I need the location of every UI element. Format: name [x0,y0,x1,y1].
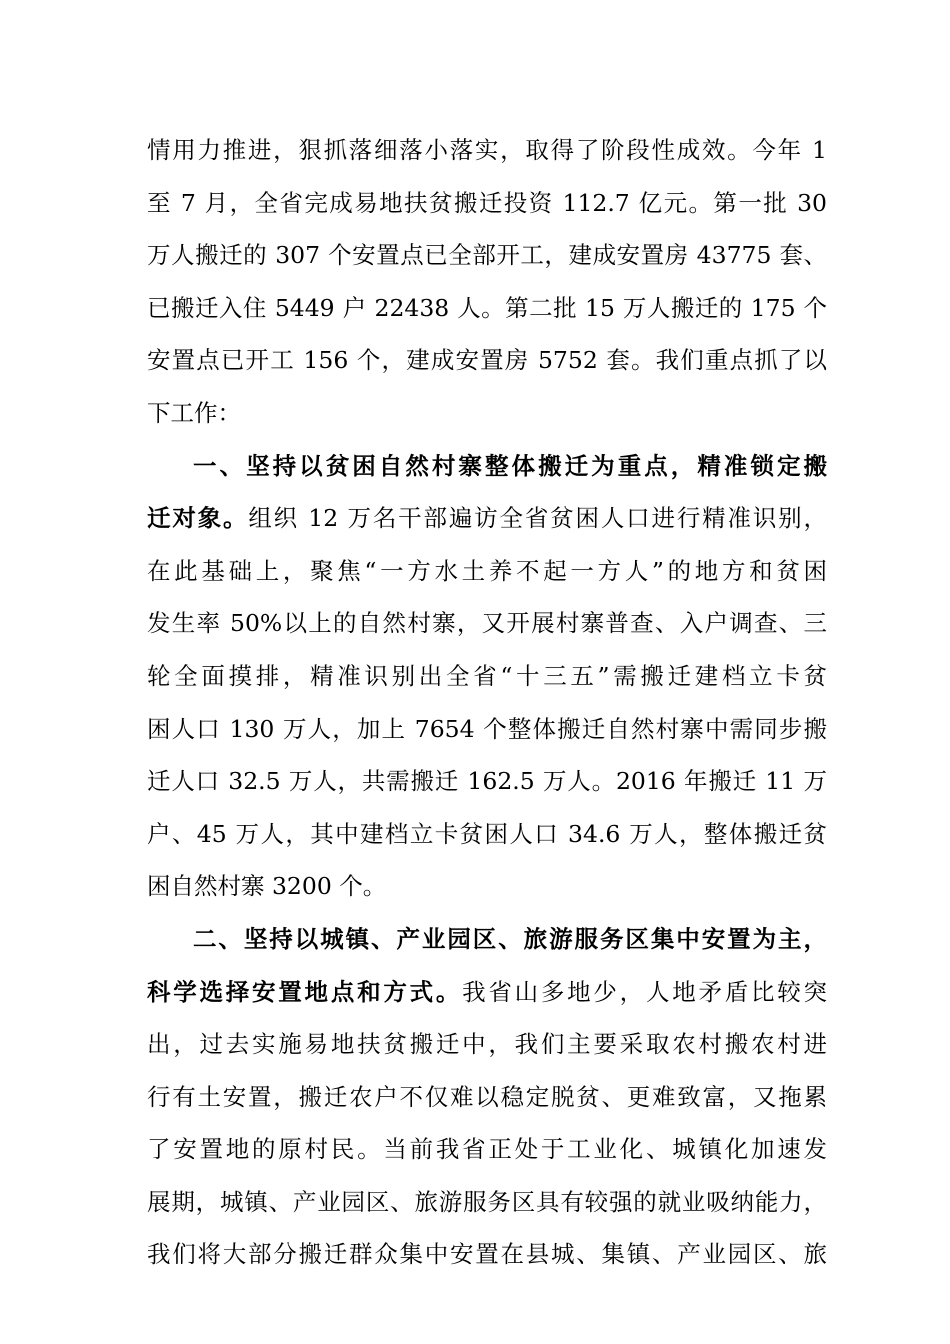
document-body [147,124,827,1281]
text-line: 万人搬迁的 307 个安置点已全部开工，建成安置房 43775 套、 [147,241,827,270]
text-line: 至 7 月，全省完成易地扶贫搬迁投资 112.7 亿元。第一批 30 [147,188,827,217]
section-heading: 一、坚持以贫困自然村寨整体搬迁为重点，精准锁定搬 [193,451,827,480]
text-line: 展期，城镇、产业园区、旅游服务区具有较强的就业吸纳能力， [147,1187,827,1216]
text-line: 下工作： [147,398,241,427]
text-span: 组织 12 万名干部遍访全省贫困人口进行精准识别， [248,504,828,533]
text-span: 我省山多地少，人地矛盾比较突 [462,977,828,1006]
text-line [147,492,827,545]
text-line [147,966,827,1019]
text-line: 已搬迁入住 5449 户 22438 人。第二批 15 万人搬迁的 175 个 [147,293,827,322]
text-line: 迁人口 32.5 万人，共需搬迁 162.5 万人。2016 年搬迁 11 万 [147,767,827,796]
text-line: 发生率 50%以上的自然村寨，又开展村寨普查、入户调查、三 [147,609,827,638]
text-line: 在此基础上，聚焦“一方水土养不起一方人”的地方和贫困 [147,556,827,585]
text-line: 户、45 万人，其中建档立卡贫困人口 34.6 万人，整体搬迁贫 [147,819,827,848]
text-line: 困自然村寨 3200 个。 [147,872,387,901]
text-line: 情用力推进，狠抓落细落小落实，取得了阶段性成效。今年 1 [147,136,827,164]
text-line: 安置点已开工 156 个，建成安置房 5752 套。我们重点抓了以 [147,346,827,375]
section-heading-continued: 科学选择安置地点和方式。 [147,977,463,1006]
text-line: 困人口 130 万人，加上 7654 个整体搬迁自然村寨中需同步搬 [147,714,827,743]
section-heading-continued: 迁对象。 [147,504,249,533]
text-line: 了安置地的原村民。当前我省正处于工业化、城镇化加速发 [147,1135,827,1164]
text-line: 出，过去实施易地扶贫搬迁中，我们主要采取农村搬农村进 [147,1030,827,1059]
section-heading: 二、坚持以城镇、产业园区、旅游服务区集中安置为主， [193,924,827,953]
text-line: 行有土安置，搬迁农户不仅难以稳定脱贫、更难致富，又拖累 [147,1082,827,1111]
text-line: 轮全面摸排，精准识别出全省“十三五”需搬迁建档立卡贫 [147,661,827,690]
text-line: 我们将大部分搬迁群众集中安置在县城、集镇、产业园区、旅 [147,1240,827,1269]
